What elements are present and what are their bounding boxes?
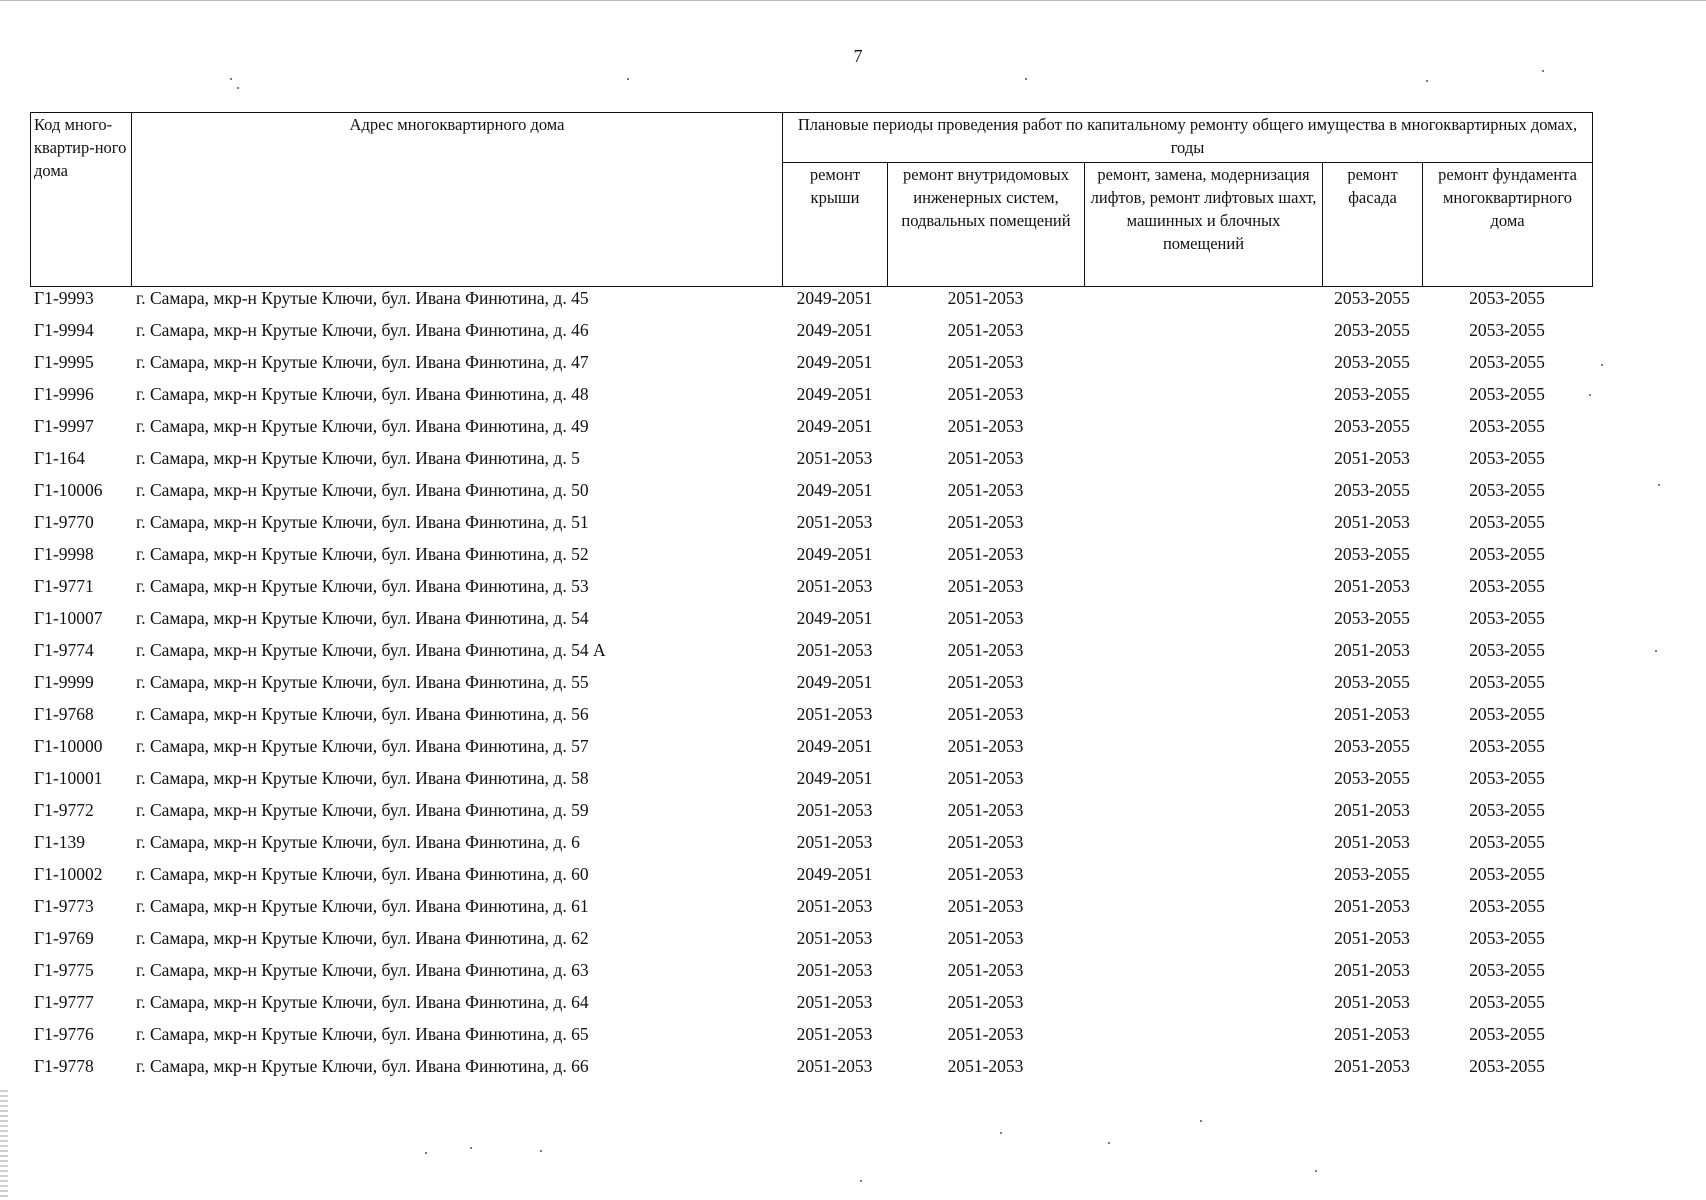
row-engineering: 2051-2053 <box>947 640 1024 660</box>
row-foundation: 2053-2055 <box>1469 608 1545 628</box>
row-lifts <box>1084 351 1322 383</box>
row-engineering: 2051-2053 <box>947 832 1024 852</box>
row-foundation: 2053-2055 <box>1469 704 1545 724</box>
row-foundation: 2053-2055 <box>1469 352 1545 372</box>
table-row <box>30 607 1592 639</box>
row-address: г. Самара, мкр-н Крутые Ключи, бул. Ивана Финютина, д. 58 <box>136 768 589 788</box>
row-roof: 2051-2053 <box>796 992 873 1012</box>
row-foundation: 2053-2055 <box>1469 832 1545 852</box>
row-foundation: 2053-2055 <box>1469 768 1545 788</box>
row-address: г. Самара, мкр-н Крутые Ключи, бул. Ивана Финютина, д. 49 <box>136 416 589 436</box>
scan-speck <box>1655 650 1657 652</box>
row-lifts <box>1084 1055 1322 1087</box>
table-row <box>30 895 1592 927</box>
row-engineering: 2051-2053 <box>947 1056 1024 1076</box>
scan-speck <box>1108 1142 1110 1144</box>
scan-speck <box>1200 1120 1202 1122</box>
scan-speck <box>1000 1132 1002 1134</box>
row-address: г. Самара, мкр-н Крутые Ключи, бул. Ивана Финютина, д. 56 <box>136 704 589 724</box>
row-address: г. Самара, мкр-н Крутые Ключи, бул. Ивана Финютина, д. 5 <box>136 448 580 468</box>
table-row <box>30 447 1592 479</box>
row-engineering: 2051-2053 <box>947 576 1024 596</box>
row-code: Г1-9776 <box>34 1024 94 1044</box>
row-address: г. Самара, мкр-н Крутые Ключи, бул. Ивана Финютина, д. 50 <box>136 480 589 500</box>
row-facade: 2053-2055 <box>1334 864 1410 884</box>
row-engineering: 2051-2053 <box>947 800 1024 820</box>
row-code: Г1-9775 <box>34 960 94 980</box>
row-code: Г1-139 <box>34 832 85 852</box>
row-roof: 2051-2053 <box>796 1024 873 1044</box>
row-foundation: 2053-2055 <box>1469 672 1545 692</box>
header-engineering: ремонт внутридомовых инженерных систем, подвальных помещений <box>888 163 1085 287</box>
page-number: 7 <box>853 46 863 66</box>
row-address: г. Самара, мкр-н Крутые Ключи, бул. Ивана Финютина, д. 65 <box>136 1024 589 1044</box>
table-row <box>30 671 1592 703</box>
row-foundation: 2053-2055 <box>1469 512 1545 532</box>
row-facade: 2051-2053 <box>1334 640 1410 660</box>
row-roof: 2049-2051 <box>796 384 873 404</box>
row-code: Г1-9993 <box>34 288 94 308</box>
row-facade: 2053-2055 <box>1334 352 1410 372</box>
row-engineering: 2051-2053 <box>947 608 1024 628</box>
row-facade: 2053-2055 <box>1334 384 1410 404</box>
row-lifts <box>1084 863 1322 895</box>
row-engineering: 2051-2053 <box>947 384 1024 404</box>
row-foundation: 2053-2055 <box>1469 864 1545 884</box>
row-facade: 2053-2055 <box>1334 768 1410 788</box>
table-row <box>30 831 1592 863</box>
row-lifts <box>1084 1023 1322 1055</box>
row-lifts <box>1084 607 1322 639</box>
table-row <box>30 351 1592 383</box>
row-roof: 2049-2051 <box>796 320 873 340</box>
row-facade: 2053-2055 <box>1334 288 1410 308</box>
table-row <box>30 959 1592 991</box>
header-code: Код много-квартир-ного дома <box>31 113 132 287</box>
row-code: Г1-9998 <box>34 544 94 564</box>
row-roof: 2051-2053 <box>796 640 873 660</box>
scan-speck <box>540 1150 542 1152</box>
scan-speck <box>1315 1170 1317 1172</box>
row-engineering: 2051-2053 <box>947 448 1024 468</box>
row-lifts <box>1084 415 1322 447</box>
row-foundation: 2053-2055 <box>1469 288 1545 308</box>
row-facade: 2051-2053 <box>1334 704 1410 724</box>
row-address: г. Самара, мкр-н Крутые Ключи, бул. Ивана Финютина, д. 53 <box>136 576 589 596</box>
table-row <box>30 511 1592 543</box>
row-code: Г1-9995 <box>34 352 94 372</box>
row-roof: 2051-2053 <box>796 512 873 532</box>
table-row <box>30 479 1592 511</box>
table-row <box>30 287 1592 319</box>
row-roof: 2051-2053 <box>796 576 873 596</box>
row-engineering: 2051-2053 <box>947 960 1024 980</box>
row-lifts <box>1084 703 1322 735</box>
row-code: Г1-10002 <box>34 864 103 884</box>
table-row <box>30 1055 1592 1087</box>
row-lifts <box>1084 479 1322 511</box>
row-lifts <box>1084 639 1322 671</box>
row-roof: 2049-2051 <box>796 608 873 628</box>
row-foundation: 2053-2055 <box>1469 800 1545 820</box>
table-row <box>30 575 1592 607</box>
row-lifts <box>1084 767 1322 799</box>
row-lifts <box>1084 799 1322 831</box>
row-engineering: 2051-2053 <box>947 864 1024 884</box>
scan-speck <box>1426 80 1428 82</box>
table-row <box>30 383 1592 415</box>
scan-speck <box>1658 484 1660 486</box>
row-address: г. Самара, мкр-н Крутые Ключи, бул. Ивана Финютина, д. 62 <box>136 928 589 948</box>
row-code: Г1-9770 <box>34 512 94 532</box>
row-roof: 2051-2053 <box>796 832 873 852</box>
row-foundation: 2053-2055 <box>1469 480 1545 500</box>
row-code: Г1-9769 <box>34 928 94 948</box>
row-code: Г1-9771 <box>34 576 94 596</box>
table-header <box>30 112 1593 287</box>
table-row <box>30 927 1592 959</box>
row-address: г. Самара, мкр-н Крутые Ключи, бул. Ивана Финютина, д. 63 <box>136 960 589 980</box>
row-foundation: 2053-2055 <box>1469 320 1545 340</box>
table-row <box>30 863 1592 895</box>
row-address: г. Самара, мкр-н Крутые Ключи, бул. Ивана Финютина, д. 51 <box>136 512 589 532</box>
row-lifts <box>1084 959 1322 991</box>
row-facade: 2051-2053 <box>1334 832 1410 852</box>
row-roof: 2051-2053 <box>796 960 873 980</box>
row-roof: 2049-2051 <box>796 352 873 372</box>
row-address: г. Самара, мкр-н Крутые Ключи, бул. Ивана Финютина, д. 6 <box>136 832 580 852</box>
row-lifts <box>1084 671 1322 703</box>
row-engineering: 2051-2053 <box>947 320 1024 340</box>
row-lifts <box>1084 927 1322 959</box>
row-lifts <box>1084 319 1322 351</box>
row-facade: 2053-2055 <box>1334 416 1410 436</box>
row-address: г. Самара, мкр-н Крутые Ключи, бул. Ивана Финютина, д. 61 <box>136 896 589 916</box>
row-code: Г1-9772 <box>34 800 94 820</box>
row-code: Г1-9774 <box>34 640 94 660</box>
row-roof: 2049-2051 <box>796 736 873 756</box>
table-row <box>30 639 1592 671</box>
row-facade: 2051-2053 <box>1334 512 1410 532</box>
row-lifts <box>1084 383 1322 415</box>
row-code: Г1-9768 <box>34 704 94 724</box>
row-code: Г1-164 <box>34 448 85 468</box>
header-facade: ремонт фасада <box>1323 163 1423 287</box>
scan-left-edge-noise <box>0 1090 8 1200</box>
row-facade: 2051-2053 <box>1334 800 1410 820</box>
row-roof: 2049-2051 <box>796 288 873 308</box>
row-foundation: 2053-2055 <box>1469 896 1545 916</box>
row-foundation: 2053-2055 <box>1469 544 1545 564</box>
row-foundation: 2053-2055 <box>1469 992 1545 1012</box>
header-lifts: ремонт, замена, модернизация лифтов, ремонт лифтовых шахт, машинных и блочных помещений <box>1085 163 1323 287</box>
row-engineering: 2051-2053 <box>947 352 1024 372</box>
row-lifts <box>1084 287 1322 319</box>
header-roof: ремонт крыши <box>783 163 888 287</box>
row-engineering: 2051-2053 <box>947 896 1024 916</box>
table-row <box>30 991 1592 1023</box>
row-address: г. Самара, мкр-н Крутые Ключи, бул. Ивана Финютина, д. 55 <box>136 672 589 692</box>
row-address: г. Самара, мкр-н Крутые Ключи, бул. Ивана Финютина, д. 60 <box>136 864 589 884</box>
row-facade: 2051-2053 <box>1334 960 1410 980</box>
scan-speck <box>230 78 232 80</box>
row-code: Г1-10006 <box>34 480 103 500</box>
row-engineering: 2051-2053 <box>947 288 1024 308</box>
scan-speck <box>1589 394 1591 396</box>
row-roof: 2051-2053 <box>796 800 873 820</box>
scan-speck <box>237 87 239 89</box>
row-lifts <box>1084 991 1322 1023</box>
row-code: Г1-10000 <box>34 736 103 756</box>
row-foundation: 2053-2055 <box>1469 1056 1545 1076</box>
row-address: г. Самара, мкр-н Крутые Ключи, бул. Ивана Финютина, д. 47 <box>136 352 589 372</box>
row-lifts <box>1084 511 1322 543</box>
row-lifts <box>1084 895 1322 927</box>
row-lifts <box>1084 831 1322 863</box>
row-lifts <box>1084 575 1322 607</box>
row-address: г. Самара, мкр-н Крутые Ключи, бул. Ивана Финютина, д. 54 <box>136 608 589 628</box>
row-engineering: 2051-2053 <box>947 768 1024 788</box>
table-body <box>30 287 1592 1087</box>
table-row <box>30 1023 1592 1055</box>
header-foundation: ремонт фундамента многоквартирного дома <box>1423 163 1593 287</box>
row-roof: 2049-2051 <box>796 480 873 500</box>
row-code: Г1-9996 <box>34 384 94 404</box>
scan-speck <box>470 1147 472 1149</box>
row-foundation: 2053-2055 <box>1469 576 1545 596</box>
row-address: г. Самара, мкр-н Крутые Ключи, бул. Ивана Финютина, д. 45 <box>136 288 589 308</box>
row-lifts <box>1084 447 1322 479</box>
row-engineering: 2051-2053 <box>947 480 1024 500</box>
row-lifts <box>1084 735 1322 767</box>
row-engineering: 2051-2053 <box>947 704 1024 724</box>
row-facade: 2051-2053 <box>1334 896 1410 916</box>
row-engineering: 2051-2053 <box>947 544 1024 564</box>
row-engineering: 2051-2053 <box>947 928 1024 948</box>
row-engineering: 2051-2053 <box>947 1024 1024 1044</box>
row-facade: 2051-2053 <box>1334 1056 1410 1076</box>
row-roof: 2049-2051 <box>796 544 873 564</box>
scan-top-edge <box>0 0 1706 1</box>
table-row <box>30 703 1592 735</box>
row-code: Г1-9777 <box>34 992 94 1012</box>
row-code: Г1-10007 <box>34 608 103 628</box>
row-facade: 2051-2053 <box>1334 448 1410 468</box>
row-address: г. Самара, мкр-н Крутые Ключи, бул. Ивана Финютина, д. 66 <box>136 1056 589 1076</box>
row-facade: 2053-2055 <box>1334 672 1410 692</box>
row-roof: 2051-2053 <box>796 896 873 916</box>
row-foundation: 2053-2055 <box>1469 1024 1545 1044</box>
row-foundation: 2053-2055 <box>1469 448 1545 468</box>
row-address: г. Самара, мкр-н Крутые Ключи, бул. Ивана Финютина, д. 48 <box>136 384 589 404</box>
row-address: г. Самара, мкр-н Крутые Ключи, бул. Ивана Финютина, д. 64 <box>136 992 589 1012</box>
row-foundation: 2053-2055 <box>1469 640 1545 660</box>
row-roof: 2051-2053 <box>796 928 873 948</box>
row-facade: 2051-2053 <box>1334 928 1410 948</box>
scan-speck <box>1601 364 1603 366</box>
row-facade: 2053-2055 <box>1334 320 1410 340</box>
row-engineering: 2051-2053 <box>947 512 1024 532</box>
row-facade: 2051-2053 <box>1334 1024 1410 1044</box>
row-code: Г1-9997 <box>34 416 94 436</box>
row-foundation: 2053-2055 <box>1469 960 1545 980</box>
row-foundation: 2053-2055 <box>1469 736 1545 756</box>
row-roof: 2049-2051 <box>796 864 873 884</box>
row-facade: 2051-2053 <box>1334 992 1410 1012</box>
table-row <box>30 319 1592 351</box>
row-facade: 2053-2055 <box>1334 736 1410 756</box>
row-engineering: 2051-2053 <box>947 672 1024 692</box>
header-address: Адрес многоквартирного дома <box>132 113 783 287</box>
row-address: г. Самара, мкр-н Крутые Ключи, бул. Ивана Финютина, д. 59 <box>136 800 589 820</box>
row-engineering: 2051-2053 <box>947 416 1024 436</box>
row-code: Г1-9778 <box>34 1056 94 1076</box>
row-code: Г1-9773 <box>34 896 94 916</box>
table-row <box>30 735 1592 767</box>
row-foundation: 2053-2055 <box>1469 928 1545 948</box>
table-row <box>30 543 1592 575</box>
row-engineering: 2051-2053 <box>947 736 1024 756</box>
row-roof: 2049-2051 <box>796 416 873 436</box>
row-roof: 2051-2053 <box>796 448 873 468</box>
row-roof: 2051-2053 <box>796 704 873 724</box>
row-foundation: 2053-2055 <box>1469 416 1545 436</box>
table-row <box>30 767 1592 799</box>
row-facade: 2051-2053 <box>1334 576 1410 596</box>
scan-speck <box>425 1152 427 1154</box>
scan-speck <box>860 1180 862 1182</box>
row-engineering: 2051-2053 <box>947 992 1024 1012</box>
row-lifts <box>1084 543 1322 575</box>
row-foundation: 2053-2055 <box>1469 384 1545 404</box>
row-address: г. Самара, мкр-н Крутые Ключи, бул. Ивана Финютина, д. 52 <box>136 544 589 564</box>
row-code: Г1-10001 <box>34 768 103 788</box>
row-address: г. Самара, мкр-н Крутые Ключи, бул. Ивана Финютина, д. 54 А <box>136 640 606 660</box>
row-code: Г1-9994 <box>34 320 94 340</box>
header-periods: Плановые периоды проведения работ по капитальному ремонту общего имущества в многоквартирных домах, годы <box>783 113 1593 163</box>
row-address: г. Самара, мкр-н Крутые Ключи, бул. Ивана Финютина, д. 57 <box>136 736 589 756</box>
scan-speck <box>1542 70 1544 72</box>
scan-speck <box>1025 78 1027 80</box>
scan-speck <box>627 78 629 80</box>
row-facade: 2053-2055 <box>1334 608 1410 628</box>
row-facade: 2053-2055 <box>1334 480 1410 500</box>
row-roof: 2049-2051 <box>796 768 873 788</box>
row-code: Г1-9999 <box>34 672 94 692</box>
table-row <box>30 415 1592 447</box>
row-facade: 2053-2055 <box>1334 544 1410 564</box>
table-row <box>30 799 1592 831</box>
row-roof: 2051-2053 <box>796 1056 873 1076</box>
row-address: г. Самара, мкр-н Крутые Ключи, бул. Ивана Финютина, д. 46 <box>136 320 589 340</box>
row-roof: 2049-2051 <box>796 672 873 692</box>
